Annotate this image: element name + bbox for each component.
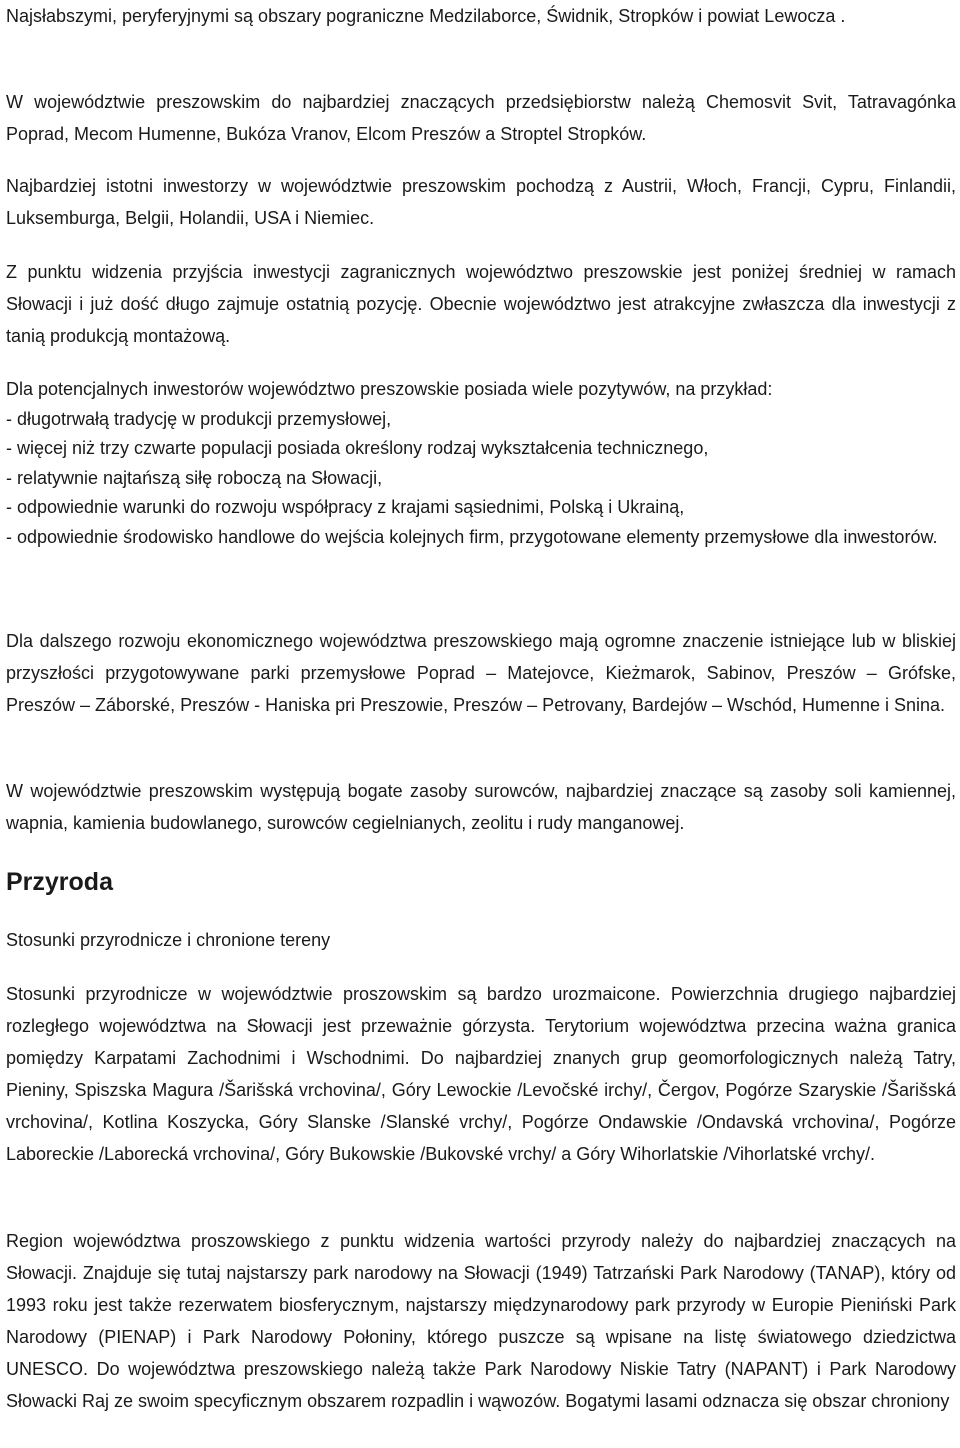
list-item: - odpowiednie środowisko handlowe do wejścia kolejnych firm, przygotowane elementy przemysłowe dla inwestorów. [6, 526, 938, 547]
advantages-list [6, 375, 956, 552]
list-item: - długotrwałą tradycję w produkcji przemysłowej, [6, 408, 392, 429]
paragraph-investors: Najbardziej istotni inwestorzy w województwie preszowskim pochodzą z Austrii, Włoch, Francji, Cypru, Finlandii, Luksemburga, Belgii, Holandii, USA i Niemiec. [6, 176, 956, 228]
paragraph-nature-overview: Stosunki przyrodnicze w województwie proszowskim są bardzo urozmaicone. Powierzchnia drugiego najbardziej rozległego województwa na Słowacji jest przeważnie górzysta. Terytorium województwa przecina ważna granica pomiędzy Karpatami Zachodnimi i Wschodnimi. Do najbardziej znanych grup geomorfologicznych należą Tatry, Pieniny, Spiszska Magura /Šarišská vrchovina/, Góry Lewockie /Levočské irchy/, Čergov, Pogórze Szaryskie /Šarišská vrchovina/, Kotlina Koszycka, Góry Slanske /Slanské vrchy/, Pogórze Ondawskie /Ondavská vrchovina/, Pogórze Laboreckie /Laborecká vrchovina/, Góry Bukowskie /Bukovské vrchy/ a Góry Wihorlatskie /Vihorlatské vrchy/. [6, 984, 956, 1164]
paragraph-companies: W województwie preszowskim do najbardziej znaczących przedsiębiorstw należą Chemosvit Svit, Tatravagónka Poprad, Mecom Humenne, Bukóza Vranov, Elcom Preszów a Stroptel Stropków. [6, 92, 956, 144]
section-subheading: Stosunki przyrodnicze i chronione tereny [6, 930, 331, 950]
list-item: - więcej niż trzy czwarte populacji posiada określony rodzaj wykształcenia technicznego, [6, 438, 709, 458]
paragraph-resources: W województwie preszowskim występują bogate zasoby surowców, najbardziej znaczące są zasoby soli kamiennej, wapnia, kamienia budowlanego, surowców cegielnianych, zeolitu i rudy manganowej. [6, 781, 956, 833]
paragraph-nature-parks: Region województwa proszowskiego z punktu widzenia wartości przyrody należy do najbardziej znaczących na Słowacji. Znajduje się tutaj najstarszy park narodowy na Słowacji (1949) Tatrzański Park Narodowy (TANAP), który od 1993 roku jest także rezerwatem biosferycznym, najstarszy międzynarodowy park przyrody w Europie Pieniński Park Narodowy (PIENAP) i Park Narodowy Połoniny, którego puszcze są wpisane na listę światowego dziedzictwa UNESCO. Do województwa preszowskiego należą także Park Narodowy Niskie Tatry (NAPANT) i Park Narodowy Słowacki Raj ze swoim specyficznym obszarem rozpadlin i wąwozów. Bogatymi lasami odznacza się obszar chroniony [6, 1231, 956, 1411]
paragraph-intro: Najsłabszymi, peryferyjnymi są obszary pograniczne Medzilaborce, Świdnik, Stropków i powiat Lewocza . [6, 6, 846, 26]
list-item: - relatywnie najtańszą siłę roboczą na Słowacji, [6, 467, 383, 488]
section-heading: Przyroda [6, 868, 113, 896]
list-item: - odpowiednie warunki do rozwoju współpracy z krajami sąsiednimi, Polską i Ukrainą, [6, 497, 685, 517]
paragraph-foreign-investment: Z punktu widzenia przyjścia inwestycji zagranicznych województwo preszowskie jest poniżej średniej w ramach Słowacji i już dość długo zajmuje ostatnią pozycję. Obecnie województwo jest atrakcyjne zwłaszcza dla inwestycji z tanią produkcją montażową. [6, 262, 956, 346]
paragraph-industrial-parks: Dla dalszego rozwoju ekonomicznego województwa preszowskiego mają ogromne znaczenie istniejące lub w bliskiej przyszłości przygotowywane parki przemysłowe Poprad – Matejovce, Kieżmarok, Sabinov, Preszów – Grófske, Preszów – Záborské, Preszów - Haniska pri Preszowie, Preszów – Petrovany, Bardejów – Wschód, Humenne i Snina. [6, 631, 956, 715]
advantages-intro: Dla potencjalnych inwestorów województwo preszowskie posiada wiele pozytywów, na przykład: [6, 379, 773, 399]
